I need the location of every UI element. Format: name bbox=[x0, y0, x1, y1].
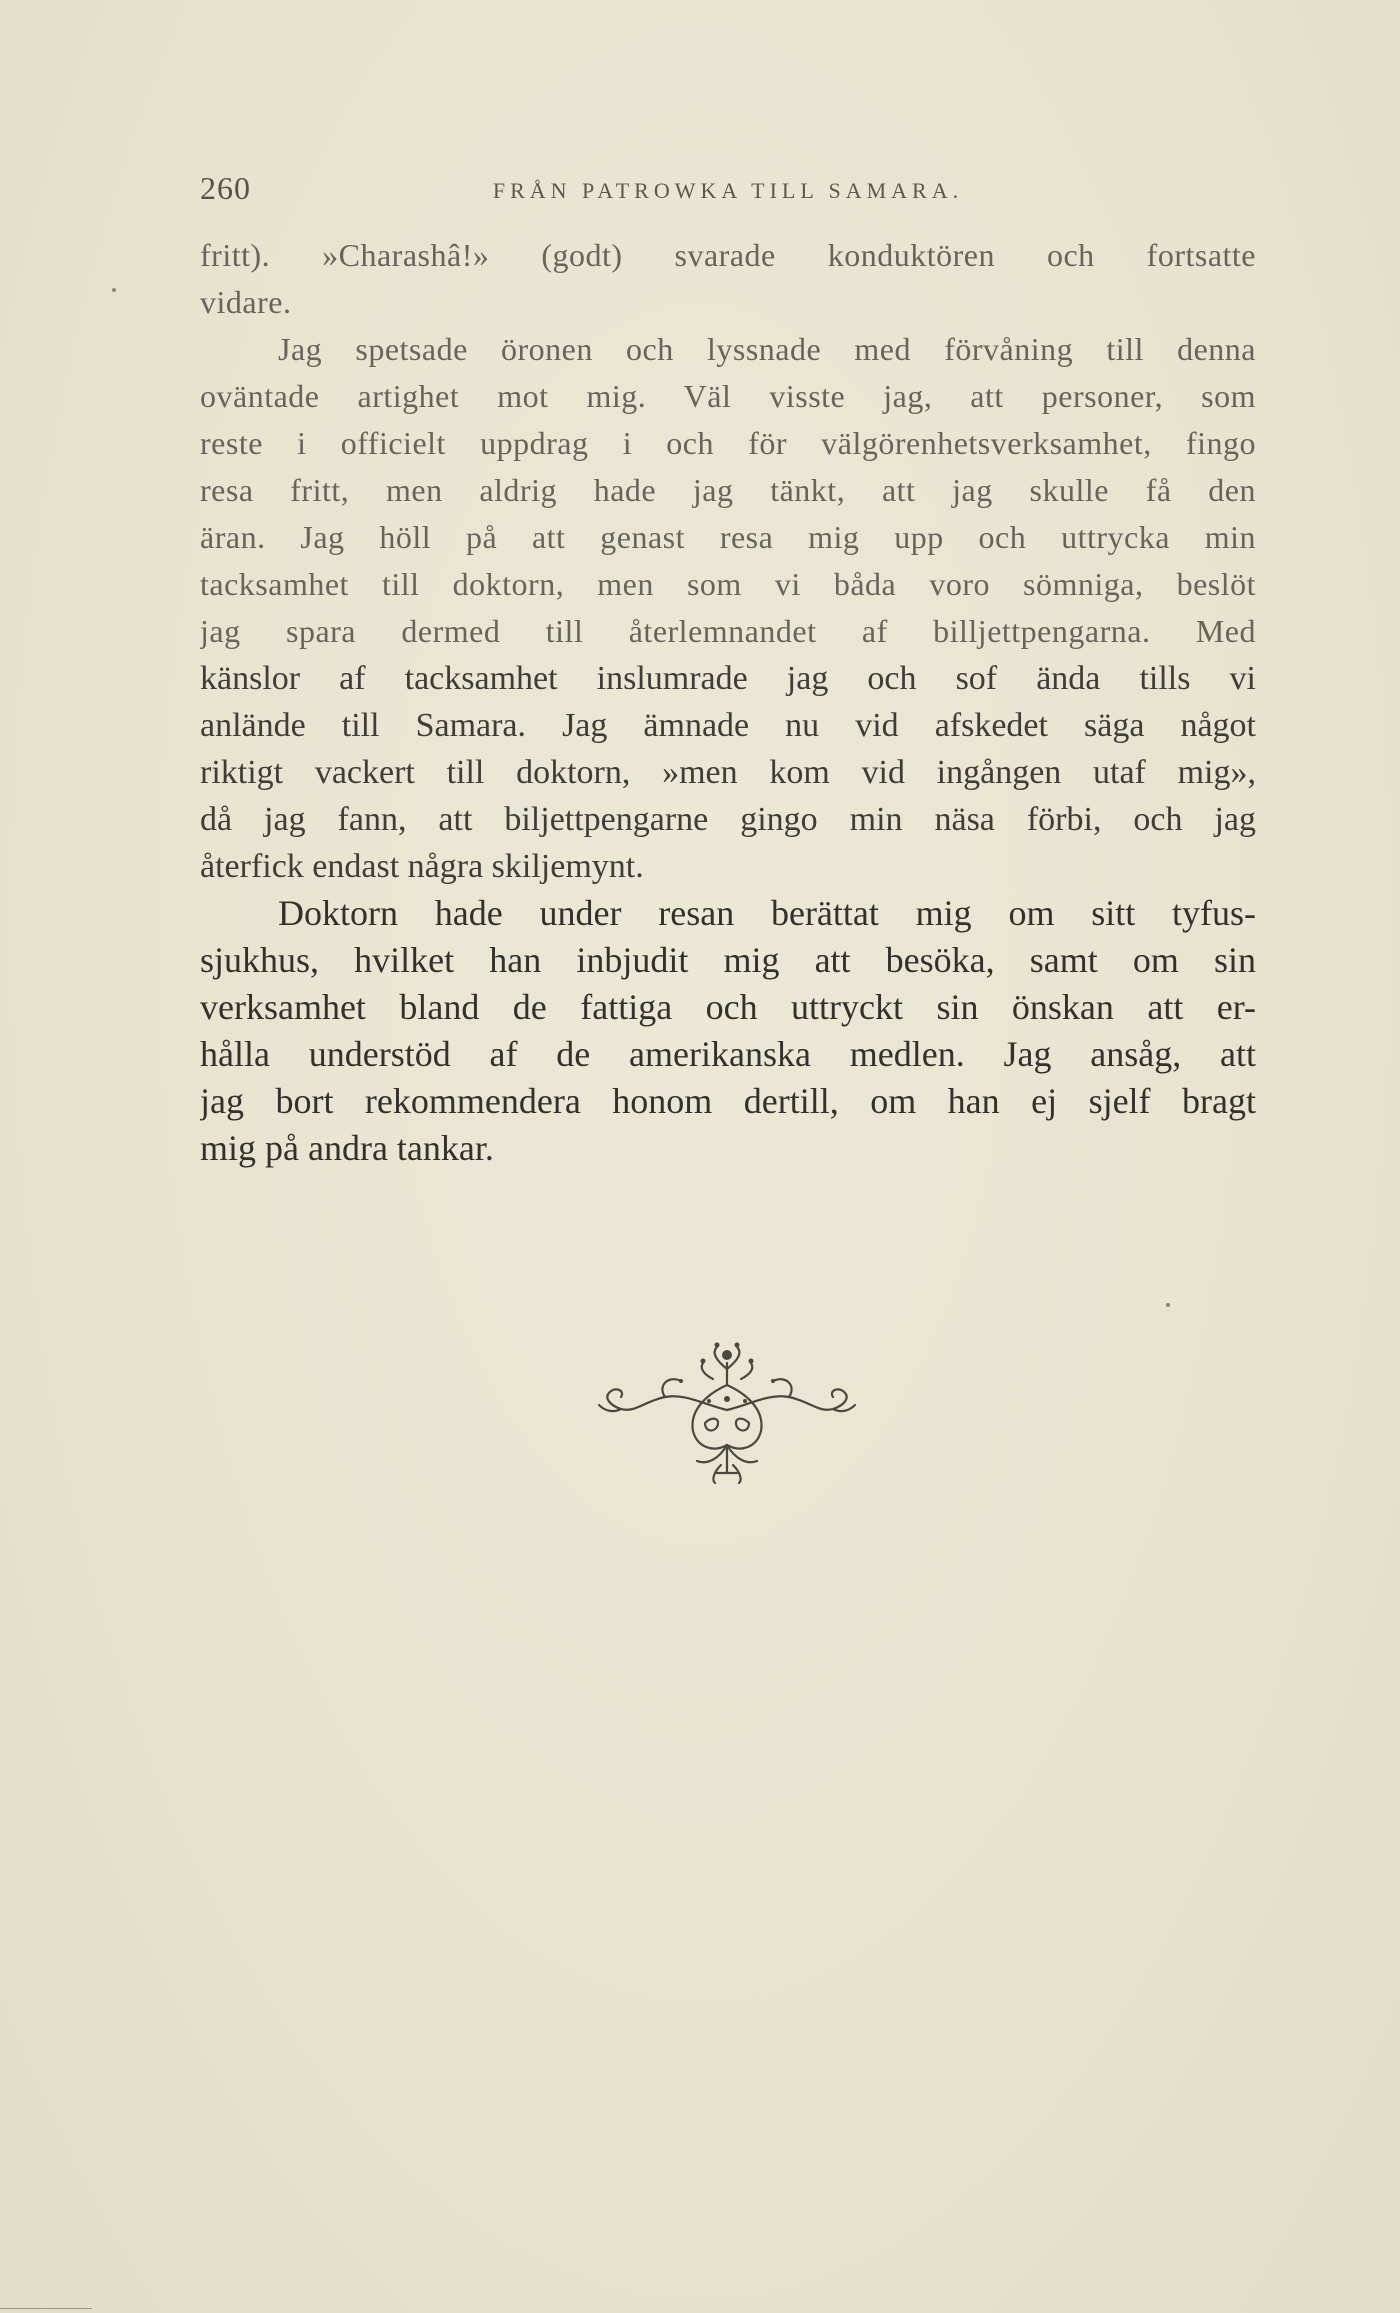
text-line: resa fritt, men aldrig hade jag tänkt, att jag skulle få den bbox=[200, 472, 1256, 508]
text-line: reste i officielt uppdrag i och för välgörenhetsverksamhet, fingo bbox=[200, 425, 1256, 461]
body-text bbox=[200, 232, 1256, 1172]
text-line: hålla understöd af de amerikanska medlen. Jag ansåg, att bbox=[200, 1034, 1256, 1074]
text-line: jag spara dermed till återlemnandet af billjettpengarna. Med bbox=[200, 613, 1256, 649]
paper-speck bbox=[1166, 1303, 1170, 1307]
text-line: Doktorn hade under resan berättat mig om sitt tyfus- bbox=[278, 893, 1256, 933]
text-line: verksamhet bland de fattiga och uttryckt sin önskan att er- bbox=[200, 987, 1256, 1027]
text-line: oväntade artighet mot mig. Väl visste jag, att personer, som bbox=[200, 378, 1256, 414]
page-number: 260 bbox=[200, 170, 251, 206]
text-line: återfick endast några skiljemynt. bbox=[200, 848, 644, 885]
text-line: riktigt vackert till doktorn, »men kom vid ingången utaf mig», bbox=[200, 754, 1256, 791]
text-line: känslor af tacksamhet inslumrade jag och sof ända tills vi bbox=[200, 660, 1256, 697]
paper-speck bbox=[112, 288, 116, 292]
text-line: mig på andra tankar. bbox=[200, 1128, 494, 1168]
text-line: äran. Jag höll på att genast resa mig upp och uttrycka min bbox=[200, 519, 1256, 555]
text-line: anlände till Samara. Jag ämnade nu vid afskedet säga något bbox=[200, 707, 1256, 744]
text-line: vidare. bbox=[200, 284, 292, 320]
text-line: sjukhus, hvilket han inbjudit mig att besöka, samt om sin bbox=[200, 940, 1256, 980]
scan-edge-line bbox=[0, 2308, 92, 2309]
text-line: fritt). »Charashâ!» (godt) svarade konduktören och fortsatte bbox=[200, 237, 1256, 273]
text-line: jag bort rekommendera honom dertill, om han ej sjelf bragt bbox=[200, 1081, 1256, 1121]
floral-ornament-icon bbox=[585, 1335, 870, 1485]
text-line: tacksamhet till doktorn, men som vi båda voro sömniga, beslöt bbox=[200, 566, 1256, 602]
text-line: då jag fann, att biljettpengarne gingo min näsa förbi, och jag bbox=[200, 801, 1256, 838]
text-line: Jag spetsade öronen och lyssnade med förvåning till denna bbox=[278, 331, 1256, 367]
running-title: FRÅN PATROWKA TILL SAMARA. bbox=[492, 178, 964, 203]
page-header bbox=[200, 170, 1256, 210]
